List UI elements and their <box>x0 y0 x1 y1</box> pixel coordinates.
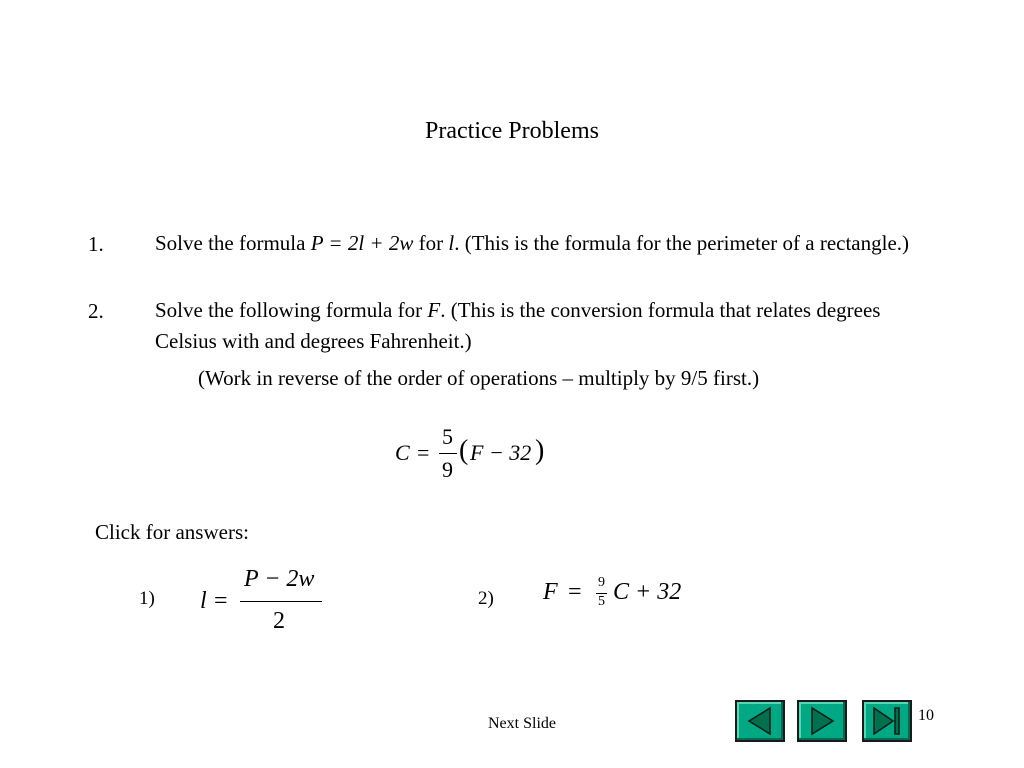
answer-1-fraction-bar <box>240 601 322 602</box>
answer-2-label: 2) <box>478 588 494 609</box>
answer-2-rest: C + 32 <box>613 579 682 605</box>
problem-1-number: 1. <box>88 232 104 256</box>
answer-1-label: 1) <box>139 588 155 609</box>
back-button[interactable] <box>735 700 785 742</box>
problem-2-text <box>155 295 915 357</box>
answer-2-denominator: 5 <box>598 594 605 609</box>
answer-2-equation <box>543 575 703 619</box>
hint-note: (Work in reverse of the order of operations – multiply by 9/5 first.) <box>198 366 760 390</box>
equation-lhs: C <box>395 440 410 465</box>
problem-1-formula: P = 2l + 2w <box>310 231 414 255</box>
answer-1-denominator: 2 <box>273 608 285 634</box>
equation-paren-close: ) <box>535 435 545 466</box>
problem-2-pre: Solve the following formula for <box>155 298 428 322</box>
equation-denominator: 9 <box>442 457 453 482</box>
forward-icon <box>799 702 845 740</box>
equation-inner: F − 32 <box>470 440 532 465</box>
answer-2-lhs: F <box>543 579 558 605</box>
back-icon <box>737 702 783 740</box>
end-button[interactable] <box>862 700 912 742</box>
page-number: 10 <box>918 707 934 724</box>
answer-2-equals: = <box>568 579 582 605</box>
answers-prompt[interactable]: Click for answers: <box>95 520 249 544</box>
problem-2-post: . (This is the conversion formula that relates degrees Celsius with and degrees Fahrenheit.) <box>155 298 881 353</box>
equation-numerator: 5 <box>442 424 453 449</box>
fraction-bar <box>439 453 457 454</box>
problem-2-number: 2. <box>88 299 104 323</box>
answer-1-numerator: P − 2w <box>244 566 315 592</box>
equation-paren-open: ( <box>459 435 469 466</box>
problem-1-text <box>155 228 915 259</box>
answer-1-lhs: l <box>200 588 207 614</box>
problem-1-pre: Solve the formula <box>155 231 311 255</box>
slide-title: Practice Problems <box>425 118 599 144</box>
answer-1-equals: = <box>214 588 228 614</box>
equation-fraction <box>439 424 457 484</box>
problem-1-variable: l <box>448 231 455 255</box>
celsius-equation <box>395 424 565 484</box>
equation-equals: = <box>417 440 430 465</box>
problem-1-mid: for <box>413 231 449 255</box>
forward-button[interactable] <box>797 700 847 742</box>
problem-1-post: . (This is the formula for the perimeter of a rectangle.) <box>454 231 910 255</box>
problem-2-variable: F <box>427 298 441 322</box>
next-slide-link[interactable]: Next Slide <box>488 715 556 732</box>
answer-1-equation <box>200 566 330 638</box>
answer-2-numerator: 9 <box>598 575 605 590</box>
end-icon <box>864 702 910 740</box>
